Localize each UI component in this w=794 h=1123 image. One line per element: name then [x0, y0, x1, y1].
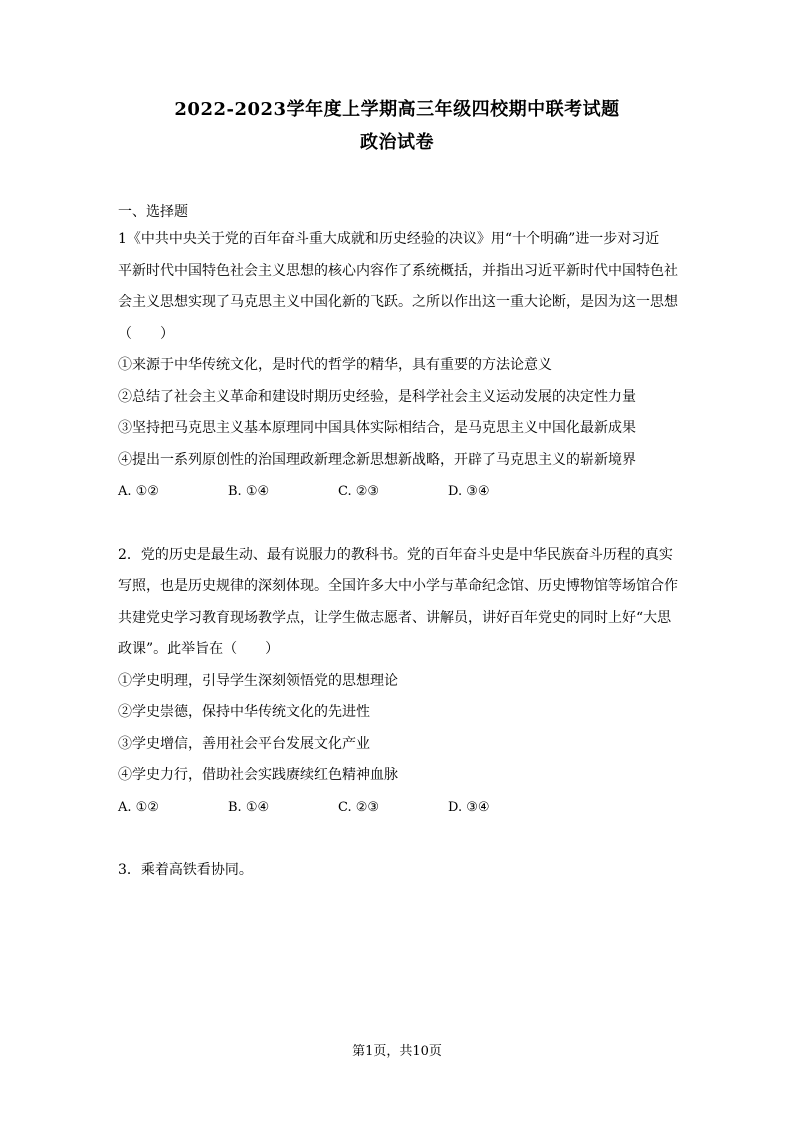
- exam-content: [118, 200, 684, 887]
- question-1-stem-line: 1《中共中央关于党的百年奋斗重大成就和历史经验的决议》用“十个明确”进一步对习近: [118, 231, 660, 247]
- spacer: [118, 823, 684, 855]
- question-2-stem-line: 2．党的历史是最生动、最有说服力的教科书。党的百年奋斗史是中华民族奋斗历程的真实: [118, 546, 673, 563]
- question-3-stem-line: 3．乘着高铁看协同。: [118, 862, 253, 878]
- question-1-stem-line: 会主义思想实现了马克思主义中国化新的飞跃。之所以作出这一重大论断，是因为这一思想: [118, 294, 678, 310]
- question-2-option: ④学史力行，借助社会实践赓续红色精神血脉: [118, 767, 398, 783]
- question-3: [118, 855, 684, 887]
- page-indicator: 第1页，共10页: [352, 1044, 442, 1059]
- choice-a: A. ①②: [118, 484, 159, 499]
- choice-b: B. ①④: [228, 799, 270, 815]
- question-2-option: ①学史明理，引导学生深刻领悟党的思想理论: [118, 672, 398, 689]
- choice-d: D. ③④: [448, 799, 490, 815]
- question-1-option: ②总结了社会主义革命和建设时期历史经验，是科学社会主义运动发展的决定性力量: [118, 388, 636, 405]
- spacer: [118, 508, 684, 540]
- question-1-stem-line: 平新时代中国特色社会主义思想的核心内容作了系统概括，并指出习近平新时代中国特色社: [118, 262, 678, 279]
- question-1-choices: [118, 476, 684, 508]
- choice-a: A. ①②: [118, 799, 159, 815]
- question-2-option: ③学史增信，善用社会平台发展文化产业: [118, 735, 370, 752]
- choice-d: D. ③④: [448, 484, 490, 499]
- question-2-stem-line: 共建党史学习教育现场教学点，让学生做志愿者、讲解员，讲好百年党史的同时上好“大思: [118, 609, 672, 626]
- choice-b: B. ①④: [228, 484, 270, 499]
- question-1-option: ④提出一系列原创性的治国理政新理念新思想新战略，开辟了马克思主义的崭新境界: [118, 451, 636, 468]
- page-subtitle: 政治试卷: [360, 132, 434, 153]
- question-1-option: ①来源于中华传统文化，是时代的哲学的精华，具有重要的方法论意义: [118, 357, 552, 373]
- page-title: 2022-2023学年度上学期高三年级四校期中联考试题: [174, 99, 620, 120]
- question-1-stem-line: （ ）: [118, 325, 174, 342]
- question-2-option: ②学史崇德，保持中华传统文化的先进性: [118, 704, 370, 720]
- question-2-stem-line: 政课”。此举旨在（ ）: [118, 641, 280, 657]
- question-1: [118, 224, 684, 508]
- question-2-choices: [118, 792, 684, 824]
- choice-c: C. ②③: [338, 799, 380, 815]
- choice-c: C. ②③: [338, 484, 380, 499]
- section-heading: 一、选择题: [118, 204, 188, 220]
- question-2-stem-line: 写照，也是历史规律的深刻体现。全国许多大中小学与革命纪念馆、历史博物馆等场馆合作: [118, 578, 678, 594]
- question-1-option: ③坚持把马克思主义基本原理同中国具体实际相结合，是马克思主义中国化最新成果: [118, 420, 636, 436]
- question-2: [118, 540, 684, 824]
